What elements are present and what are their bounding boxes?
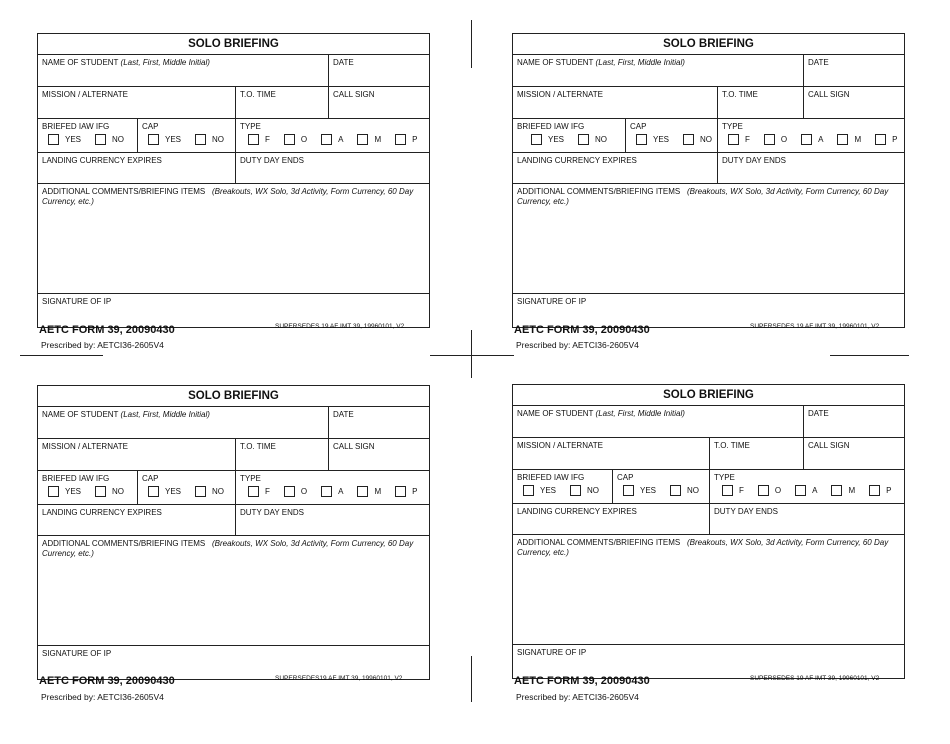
comments-label: ADDITIONAL COMMENTS/BRIEFING ITEMS <box>517 538 681 547</box>
duty-day-field[interactable] <box>709 504 904 534</box>
cut-line-bottom-vertical <box>471 656 472 702</box>
mission-field[interactable] <box>513 438 709 469</box>
form-number: AETC FORM 39, 20090430 <box>514 324 650 336</box>
date-label: DATE <box>808 409 829 418</box>
cap-field <box>612 470 709 503</box>
type-o-checkbox[interactable] <box>284 486 295 497</box>
signature-label: SIGNATURE OF IP <box>42 297 112 306</box>
type-a-label: A <box>338 486 344 496</box>
student-name-hint: (Last, First, Middle Initial) <box>120 58 210 67</box>
type-p-checkbox[interactable] <box>869 485 880 496</box>
prescribed-by: Prescribed by: AETCI36-2605V4 <box>41 340 164 350</box>
no-label: NO <box>212 134 225 144</box>
briefed-label: BRIEFED IAW IFG <box>517 122 585 131</box>
comments-label: ADDITIONAL COMMENTS/BRIEFING ITEMS <box>42 187 206 196</box>
prescribed-by: Prescribed by: AETCI36-2605V4 <box>516 692 639 702</box>
landing-currency-field[interactable] <box>513 504 709 534</box>
call-sign-field[interactable] <box>328 439 429 470</box>
date-label: DATE <box>333 58 354 67</box>
form-title: SOLO BRIEFING <box>513 34 904 55</box>
type-m-label: M <box>854 134 862 144</box>
briefed-yes-checkbox[interactable] <box>523 485 534 496</box>
type-p-label: P <box>892 134 898 144</box>
duty-label: DUTY DAY ENDS <box>240 156 305 165</box>
type-label: TYPE <box>240 122 261 131</box>
type-f-checkbox[interactable] <box>248 486 259 497</box>
duty-day-field[interactable] <box>235 153 429 183</box>
cap-label: CAP <box>142 474 159 483</box>
type-p-checkbox[interactable] <box>875 134 886 145</box>
comments-hint: (Breakouts, WX Solo, 3d Activity, Form Currency, 60 Day Currency, etc.) <box>517 187 889 206</box>
type-o-label: O <box>300 134 308 144</box>
form-number: AETC FORM 39, 20090430 <box>39 675 175 687</box>
briefed-iaw-ifg-field <box>38 471 137 504</box>
type-field <box>709 470 904 503</box>
landing-currency-field[interactable] <box>38 505 235 535</box>
to-time-field[interactable] <box>235 439 328 470</box>
yes-label: YES <box>65 486 82 496</box>
student-name-field[interactable] <box>513 406 803 437</box>
duty-day-field[interactable] <box>235 505 429 535</box>
duty-label: DUTY DAY ENDS <box>240 508 305 517</box>
to-time-field[interactable] <box>235 87 328 118</box>
type-o-checkbox[interactable] <box>284 134 295 145</box>
mission-field[interactable] <box>513 87 717 118</box>
to-time-field[interactable] <box>709 438 803 469</box>
to-time-label: T.O. TIME <box>240 442 276 451</box>
type-label: TYPE <box>240 474 261 483</box>
comments-hint: (Breakouts, WX Solo, 3d Activity, Form Currency, 60 Day Currency, etc.) <box>517 538 889 557</box>
briefed-yes-checkbox[interactable] <box>48 134 59 145</box>
prescribed-by: Prescribed by: AETCI36-2605V4 <box>41 692 164 702</box>
comments-field[interactable] <box>513 184 904 293</box>
type-m-label: M <box>374 486 382 496</box>
cut-line-top-vertical <box>471 20 472 68</box>
type-o-checkbox[interactable] <box>758 485 769 496</box>
solo-briefing-form-bottom-right <box>512 384 905 679</box>
landing-currency-field[interactable] <box>38 153 235 183</box>
briefed-label: BRIEFED IAW IFG <box>42 122 110 131</box>
type-f-checkbox[interactable] <box>722 485 733 496</box>
cut-line-center-horizontal <box>430 355 514 356</box>
type-f-label: F <box>265 486 270 496</box>
type-field <box>717 119 904 152</box>
type-a-checkbox[interactable] <box>795 485 806 496</box>
mission-field[interactable] <box>38 87 235 118</box>
landing-label: LANDING CURRENCY EXPIRES <box>42 156 162 165</box>
date-label: DATE <box>333 410 354 419</box>
mission-field[interactable] <box>38 439 235 470</box>
comments-label: ADDITIONAL COMMENTS/BRIEFING ITEMS <box>42 539 206 548</box>
briefed-iaw-ifg-field <box>38 119 137 152</box>
form-number: AETC FORM 39, 20090430 <box>514 675 650 687</box>
cap-yes-checkbox[interactable] <box>623 485 634 496</box>
type-p-label: P <box>412 134 418 144</box>
cap-no-checkbox[interactable] <box>683 134 694 145</box>
form-title: SOLO BRIEFING <box>38 386 429 407</box>
briefed-no-checkbox[interactable] <box>570 485 581 496</box>
solo-briefing-form-bottom-left <box>37 385 430 680</box>
call-sign-field[interactable] <box>803 438 904 469</box>
yes-label: YES <box>165 486 182 496</box>
supersedes-note: SUPERSEDES 19 AF IMT 39, 19960101, V2 <box>275 323 405 330</box>
signature-label: SIGNATURE OF IP <box>42 649 112 658</box>
mission-label: MISSION / ALTERNATE <box>42 442 128 451</box>
type-o-label: O <box>774 485 782 495</box>
type-a-checkbox[interactable] <box>321 134 332 145</box>
student-name-field[interactable] <box>38 407 328 438</box>
cap-yes-checkbox[interactable] <box>148 486 159 497</box>
to-time-label: T.O. TIME <box>714 441 750 450</box>
yes-label: YES <box>640 485 657 495</box>
date-field[interactable] <box>803 406 904 437</box>
supersedes-note: SUPERSEDES 19 AF IMT 39, 19960101, V2 <box>750 323 880 330</box>
comments-field[interactable] <box>38 536 429 645</box>
student-name-label: NAME OF STUDENT <box>42 410 119 419</box>
cap-label: CAP <box>142 122 159 131</box>
to-time-field[interactable] <box>717 87 803 118</box>
no-label: NO <box>595 134 608 144</box>
to-time-label: T.O. TIME <box>240 90 276 99</box>
no-label: NO <box>587 485 600 495</box>
type-o-label: O <box>300 486 308 496</box>
type-o-checkbox[interactable] <box>764 134 775 145</box>
mission-label: MISSION / ALTERNATE <box>517 90 603 99</box>
date-field[interactable] <box>803 55 904 86</box>
mission-label: MISSION / ALTERNATE <box>42 90 128 99</box>
comments-field[interactable] <box>38 184 429 293</box>
type-m-checkbox[interactable] <box>357 134 368 145</box>
comments-hint: (Breakouts, WX Solo, 3d Activity, Form Currency, 60 Day Currency, etc.) <box>42 187 414 206</box>
briefed-no-checkbox[interactable] <box>95 486 106 497</box>
type-f-checkbox[interactable] <box>728 134 739 145</box>
type-f-checkbox[interactable] <box>248 134 259 145</box>
student-name-field[interactable] <box>38 55 328 86</box>
cap-yes-checkbox[interactable] <box>636 134 647 145</box>
type-p-checkbox[interactable] <box>395 486 406 497</box>
landing-currency-field[interactable] <box>513 153 717 183</box>
call-sign-label: CALL SIGN <box>333 90 375 99</box>
type-p-label: P <box>412 486 418 496</box>
type-a-label: A <box>818 134 824 144</box>
student-name-label: NAME OF STUDENT <box>517 58 594 67</box>
type-a-checkbox[interactable] <box>801 134 812 145</box>
signature-field[interactable] <box>513 645 904 678</box>
cap-label: CAP <box>617 473 634 482</box>
briefed-yes-checkbox[interactable] <box>531 134 542 145</box>
call-sign-label: CALL SIGN <box>333 442 375 451</box>
date-field[interactable] <box>328 407 429 438</box>
cap-label: CAP <box>630 122 647 131</box>
student-name-label: NAME OF STUDENT <box>517 409 594 418</box>
call-sign-label: CALL SIGN <box>808 441 850 450</box>
no-label: NO <box>112 486 125 496</box>
briefed-no-checkbox[interactable] <box>578 134 589 145</box>
cap-field <box>137 471 235 504</box>
comments-field[interactable] <box>513 535 904 644</box>
student-name-label: NAME OF STUDENT <box>42 58 119 67</box>
type-f-label: F <box>745 134 750 144</box>
cap-no-checkbox[interactable] <box>195 134 206 145</box>
student-name-hint: (Last, First, Middle Initial) <box>595 58 685 67</box>
comments-hint: (Breakouts, WX Solo, 3d Activity, Form Currency, 60 Day Currency, etc.) <box>42 539 414 558</box>
briefed-no-checkbox[interactable] <box>95 134 106 145</box>
duty-label: DUTY DAY ENDS <box>722 156 787 165</box>
no-label: NO <box>212 486 225 496</box>
comments-label: ADDITIONAL COMMENTS/BRIEFING ITEMS <box>517 187 681 196</box>
duty-label: DUTY DAY ENDS <box>714 507 779 516</box>
signature-label: SIGNATURE OF IP <box>517 648 587 657</box>
cut-line-right-horizontal <box>830 355 909 356</box>
no-label: NO <box>687 485 700 495</box>
landing-label: LANDING CURRENCY EXPIRES <box>517 507 637 516</box>
supersedes-note: SUPERSEDES19 AF IMT 39, 19960101, V2 <box>275 675 403 682</box>
form-title: SOLO BRIEFING <box>513 385 904 406</box>
type-a-label: A <box>812 485 818 495</box>
type-m-checkbox[interactable] <box>357 486 368 497</box>
type-label: TYPE <box>714 473 735 482</box>
briefed-iaw-ifg-field <box>513 119 625 152</box>
signature-label: SIGNATURE OF IP <box>517 297 587 306</box>
student-name-hint: (Last, First, Middle Initial) <box>120 410 210 419</box>
yes-label: YES <box>540 485 557 495</box>
landing-label: LANDING CURRENCY EXPIRES <box>42 508 162 517</box>
landing-label: LANDING CURRENCY EXPIRES <box>517 156 637 165</box>
date-field[interactable] <box>328 55 429 86</box>
type-o-label: O <box>780 134 788 144</box>
prescribed-by: Prescribed by: AETCI36-2605V4 <box>516 340 639 350</box>
type-f-label: F <box>739 485 744 495</box>
cut-line-left-horizontal <box>20 355 103 356</box>
yes-label: YES <box>548 134 565 144</box>
no-label: NO <box>700 134 713 144</box>
cap-no-checkbox[interactable] <box>195 486 206 497</box>
yes-label: YES <box>165 134 182 144</box>
student-name-hint: (Last, First, Middle Initial) <box>595 409 685 418</box>
call-sign-label: CALL SIGN <box>808 90 850 99</box>
cap-field <box>137 119 235 152</box>
cap-yes-checkbox[interactable] <box>148 134 159 145</box>
type-m-checkbox[interactable] <box>831 485 842 496</box>
cap-field <box>625 119 717 152</box>
briefed-yes-checkbox[interactable] <box>48 486 59 497</box>
cut-line-center-vertical <box>471 330 472 378</box>
student-name-field[interactable] <box>513 55 803 86</box>
type-a-checkbox[interactable] <box>321 486 332 497</box>
mission-label: MISSION / ALTERNATE <box>517 441 603 450</box>
solo-briefing-form-top-left <box>37 33 430 328</box>
type-p-checkbox[interactable] <box>395 134 406 145</box>
briefed-label: BRIEFED IAW IFG <box>517 473 585 482</box>
cap-no-checkbox[interactable] <box>670 485 681 496</box>
briefed-label: BRIEFED IAW IFG <box>42 474 110 483</box>
no-label: NO <box>112 134 125 144</box>
supersedes-note: SUPERSEDES 19 AF IMT 39, 19960101, V2 <box>750 675 880 682</box>
to-time-label: T.O. TIME <box>722 90 758 99</box>
call-sign-field[interactable] <box>328 87 429 118</box>
type-m-label: M <box>848 485 856 495</box>
briefed-iaw-ifg-field <box>513 470 612 503</box>
type-m-checkbox[interactable] <box>837 134 848 145</box>
type-field <box>235 471 429 504</box>
form-title: SOLO BRIEFING <box>38 34 429 55</box>
solo-briefing-form-top-right <box>512 33 905 328</box>
type-m-label: M <box>374 134 382 144</box>
yes-label: YES <box>653 134 670 144</box>
duty-day-field[interactable] <box>717 153 904 183</box>
type-a-label: A <box>338 134 344 144</box>
type-p-label: P <box>886 485 892 495</box>
date-label: DATE <box>808 58 829 67</box>
type-field <box>235 119 429 152</box>
type-f-label: F <box>265 134 270 144</box>
yes-label: YES <box>65 134 82 144</box>
type-label: TYPE <box>722 122 743 131</box>
form-number: AETC FORM 39, 20090430 <box>39 324 175 336</box>
call-sign-field[interactable] <box>803 87 904 118</box>
